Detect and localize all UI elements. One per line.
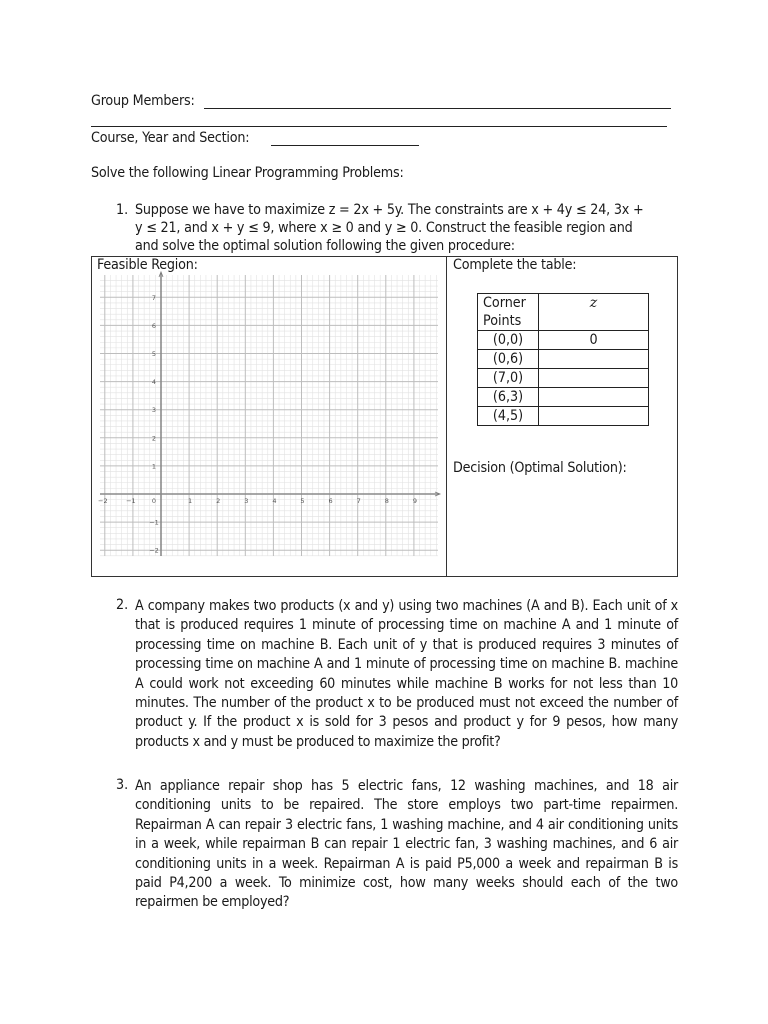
- decision-answer-area[interactable]: [452, 482, 672, 572]
- z-value-cell[interactable]: [539, 369, 649, 388]
- x-tick-label: 0: [151, 497, 157, 505]
- problem-3-text: An appliance repair shop has 5 electric fans, 12 washing machines, and 18 air conditioning units to be repaired. The store employs two part-time repairmen. Repairman A can repair 3 electric fans, 1 washing machine, and 4 air conditioning units in a week, while repairman B can repair 1 electric fan, 3 washing machines, and 6 air conditioning units in a week. Repairman A is paid P5,000 a week and repairman B is paid P4,200 a week. To minimize cost, how many weeks should each of the two repairmen be employed?: [135, 778, 678, 911]
- table-row: [478, 350, 649, 369]
- y-tick-label: 2: [151, 434, 157, 443]
- problem-3-number: 3.: [116, 777, 129, 793]
- x-tick-label: 5: [300, 497, 305, 505]
- x-tick-label: −1: [126, 497, 136, 505]
- instructions: Solve the following Linear Programming Problems:: [91, 165, 404, 181]
- z-value-cell[interactable]: [539, 350, 649, 369]
- header-corner-points-text: Corner Points: [483, 295, 526, 329]
- z-value-cell[interactable]: 0: [539, 331, 649, 350]
- table-row: [478, 388, 649, 407]
- y-tick-label: 7: [151, 293, 157, 302]
- y-tick-label: 6: [151, 321, 157, 330]
- course-label: Course, Year and Section:: [91, 130, 250, 146]
- problem-1-line-1: Suppose we have to maximize z = 2x + 5y. The constraints are x + 4y ≤ 24, 3x +: [135, 202, 644, 218]
- header-z: z: [539, 294, 649, 331]
- x-tick-label: 9: [412, 497, 417, 505]
- x-tick-label: −2: [98, 497, 108, 505]
- corner-points-table: [477, 293, 649, 426]
- x-tick-label: 6: [328, 497, 333, 505]
- z-value-cell[interactable]: [539, 388, 649, 407]
- y-tick-label: 3: [151, 406, 157, 415]
- x-tick-label: 4: [272, 497, 277, 505]
- x-tick-label: 2: [216, 497, 221, 505]
- feasible-region-label: Feasible Region:: [97, 257, 198, 273]
- y-tick-label: −1: [149, 518, 159, 527]
- x-tick-label: 8: [384, 497, 389, 505]
- corner-point-cell: (7,0): [478, 369, 539, 388]
- problem-2-number: 2.: [116, 597, 129, 613]
- table-header-row: [478, 294, 649, 331]
- y-tick-label: 5: [151, 350, 157, 358]
- corner-point-cell: (6,3): [478, 388, 539, 407]
- complete-table-label: Complete the table:: [453, 257, 577, 273]
- table-row: [478, 369, 649, 388]
- y-tick-label: 4: [151, 378, 157, 387]
- y-tick-label: 1: [151, 462, 157, 471]
- x-tick-label: 1: [188, 497, 193, 505]
- table-row: [478, 407, 649, 426]
- problem-1-line-3: and solve the optimal solution following the given procedure:: [135, 238, 515, 254]
- decision-label: Decision (Optimal Solution):: [453, 460, 627, 476]
- x-tick-label: 7: [356, 497, 361, 505]
- corner-point-cell: (0,0): [478, 331, 539, 350]
- header-corner-points: [478, 294, 539, 331]
- corner-point-cell: (4,5): [478, 407, 539, 426]
- table-row: [478, 331, 649, 350]
- corner-point-cell: (0,6): [478, 350, 539, 369]
- y-tick-label: −2: [149, 546, 159, 555]
- group-members-label: Group Members:: [91, 93, 195, 109]
- problem-1-line-2: y ≤ 21, and x + y ≤ 9, where x ≥ 0 and y ≥ 0. Construct the feasible region and: [135, 220, 633, 236]
- x-tick-label: 3: [244, 497, 249, 505]
- z-value-cell[interactable]: [539, 407, 649, 426]
- problem-2-text: A company makes two products (x and y) using two machines (A and B). Each unit of x that is produced requires 1 minute of processing time on machine A and 1 minute of processing time on machine B. Each unit of y that is produced requires 3 minutes of processing time on machine A and 1 minute of processing time on machine B. machine A could work not exceeding 60 minutes while machine B works for not less than 10 minutes. The number of the product x to be produced must not exceed the number of product y. If the product x is sold for 3 pesos and product y for 9 pesos, how many products x and y must be produced to maximize the profit?: [135, 598, 678, 750]
- problem-1-number: 1.: [116, 202, 129, 218]
